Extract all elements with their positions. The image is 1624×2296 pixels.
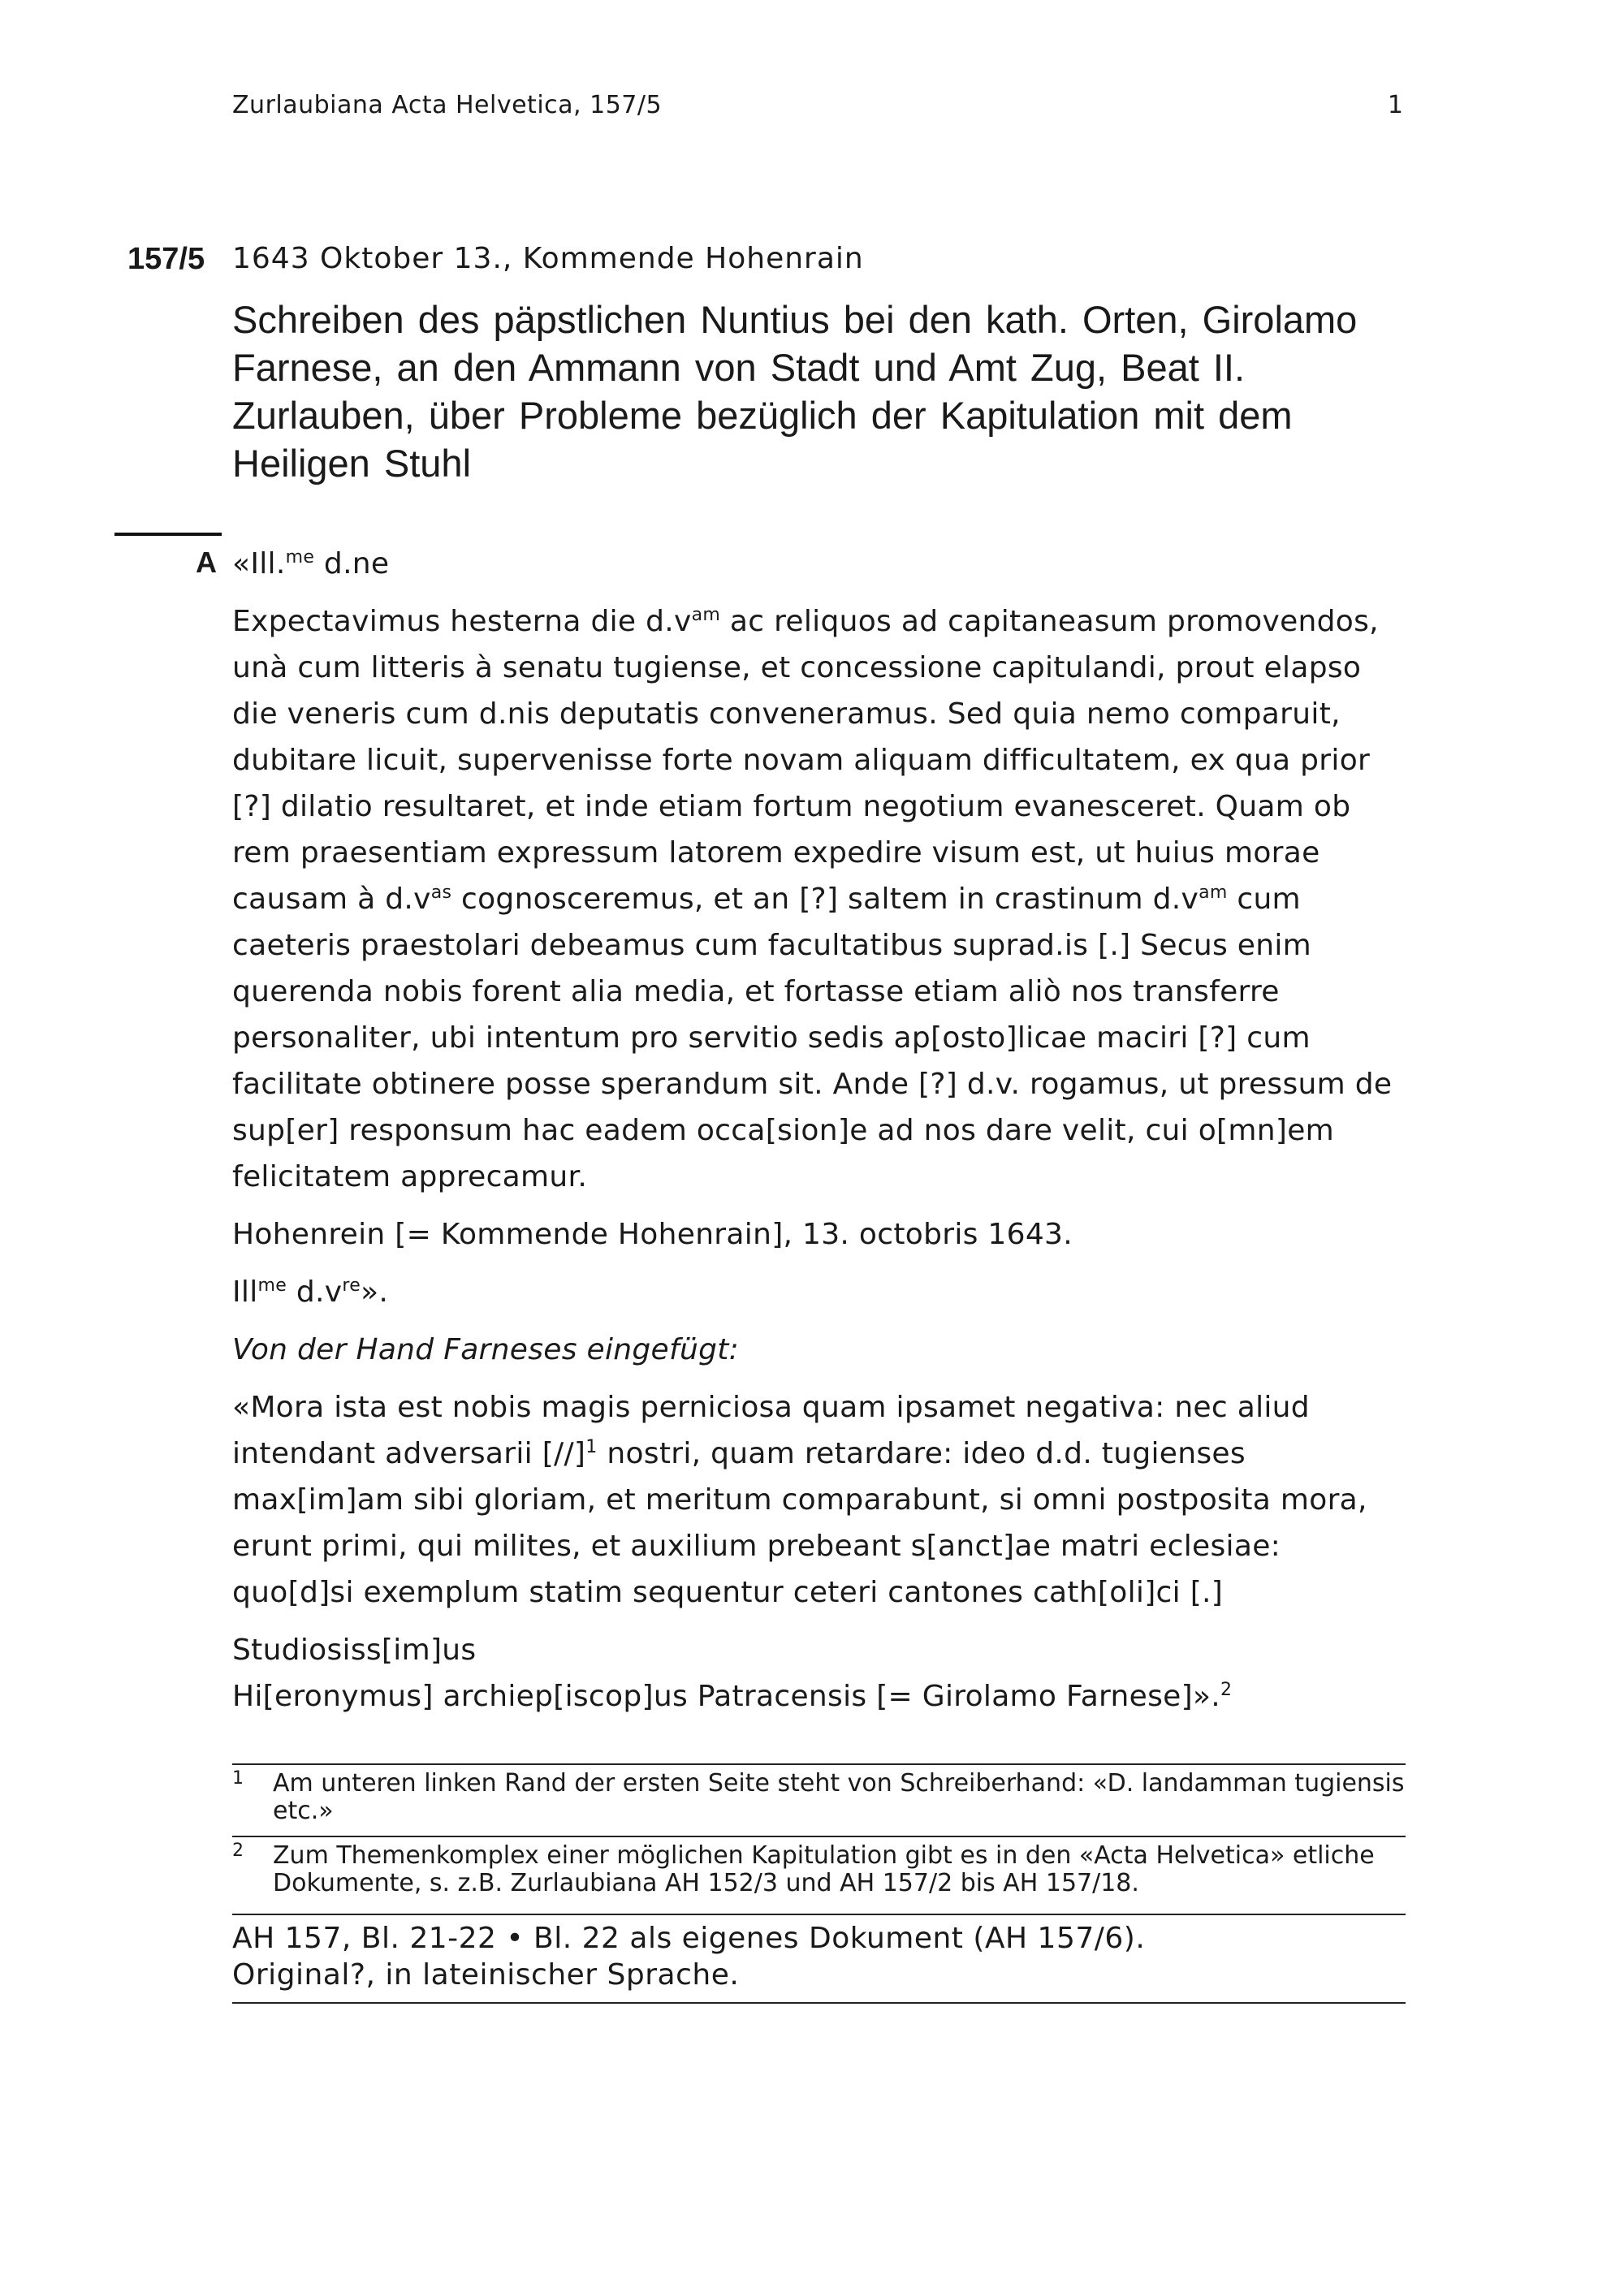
title-line: Heiligen Stuhl — [232, 442, 472, 485]
footnote-rule — [232, 1763, 1406, 1765]
signature-block: Studiosiss[im]us Hi[eronymus] archiep[iscop]us Patracensis [= Girolamo Farnese]».$^2$ — [232, 1634, 1233, 1713]
salutation: «Ill.$^{me}$ d.ne — [232, 547, 390, 580]
footnote-text: Am unteren linken Rand der ersten Seite steht von Schreiberhand: «D. landamman tugiensis etc.» — [273, 1769, 1405, 1825]
source-note — [232, 1920, 1406, 1993]
title-line: Schreiben des päpstlichen Nuntius bei den kath. Orten, Girolamo — [232, 298, 1358, 341]
signature-line: Studiosiss[im]us — [232, 1634, 477, 1667]
footnote-mark: 1 — [232, 1768, 244, 1789]
signature-line: Hi[eronymus] archiep[iscop]us Patracensis [= Girolamo Farnese]». — [232, 1680, 1221, 1713]
letter-body — [232, 541, 1406, 1731]
title-line: Zurlauben, über Probleme bezüglich der Kapitulation mit dem — [232, 394, 1293, 437]
running-title: Zurlaubiana Acta Helvetica, 157/5 — [232, 91, 663, 119]
title-line: Farnese, an den Ammann von Stadt und Amt Zug, Beat II. — [232, 346, 1246, 389]
date-place-line: 1643 Oktober 13., Kommende Hohenrain — [232, 242, 864, 275]
footnote-2 — [232, 1842, 1406, 1897]
source-rule — [232, 2002, 1406, 2004]
page-number: 1 — [1387, 91, 1403, 119]
footnote-text: Zum Themenkomplex einer möglichen Kapitulation gibt es in den «Acta Helvetica» etliche Dokumente, s. z.B. Zurlaubiana AH 152/3 und AH 157/2 bis AH 157/18. — [273, 1841, 1375, 1897]
document-number: 157/5 — [127, 242, 205, 276]
editorial-note: Von der Hand Farneses eingefügt: — [232, 1333, 740, 1366]
footnote-rule — [232, 1836, 1406, 1837]
section-label: A — [196, 546, 217, 579]
footnote-1 — [232, 1770, 1406, 1825]
letter-paragraph: Expectavimus hesterna die $d.v^{am}$ ac reliquos ad capitaneasum promovendos, unà cum litteris à senatu tugiense, et concessione capitulandi, prout elapso die veneris cum d.nis deputatis conveneramus. Sed quia nemo comparuit, dubitare licuit, supervenisse forte novam aliquam difficultatem, ex qua prior [?] dilatio resultaret, et inde etiam fortum negotium evanesceret. Quam ob rem praesentiam expressum latorem expedire visum est, ut huius morae causam à $d.v^{as}$ cognosceremus, et an [?] saltem in crastinum $d.v^{am}$ cum caeteris praestolari debeamus cum facultatibus suprad.is [.] Secus enim querenda nobis forent alia media, et fortasse etiam aliò nos transferre personaliter, ubi intentum pro servitio sedis ap[osto]licae maciri [?] cum facilitate obtinere posse sperandum sit. Ande [?] d.v. rogamus, ut pressum de sup[er] responsum hac eadem occa[sion]e ad nos dare velit, cui o[mn]em felicitatem apprecamur. — [232, 605, 1393, 1193]
source-rule — [232, 1914, 1406, 1915]
letter-dateline: Hohenrein [= Kommende Hohenrain], 13. octobris 1643. — [232, 1218, 1073, 1251]
source-line: AH 157, Bl. 21-22 • Bl. 22 als eigenes Dokument (AH 157/6). — [232, 1922, 1146, 1955]
footnote-mark: 2 — [232, 1841, 244, 1861]
letter-closing: Ill$^{me}$ $d.v^{re}$». — [232, 1275, 389, 1309]
source-line: Original?, in lateinischer Sprache. — [232, 1958, 740, 1992]
document-title — [232, 296, 1402, 487]
section-divider — [114, 533, 222, 536]
postscript-paragraph: «Mora ista est nobis magis perniciosa quam ipsamet negativa: nec aliud intendant adversarii $[//]^1$ nostri, quam retardare: ideo d.d. tugienses max[im]am sibi gloriam, et meritum comparabunt, si omni postposita mora, erunt primi, qui milites, et auxilium prebeant s[anct]ae matri eclesiae: quo[d]si exemplum statim sequentur ceteri cantones cath[oli]ci [.] — [232, 1391, 1367, 1609]
